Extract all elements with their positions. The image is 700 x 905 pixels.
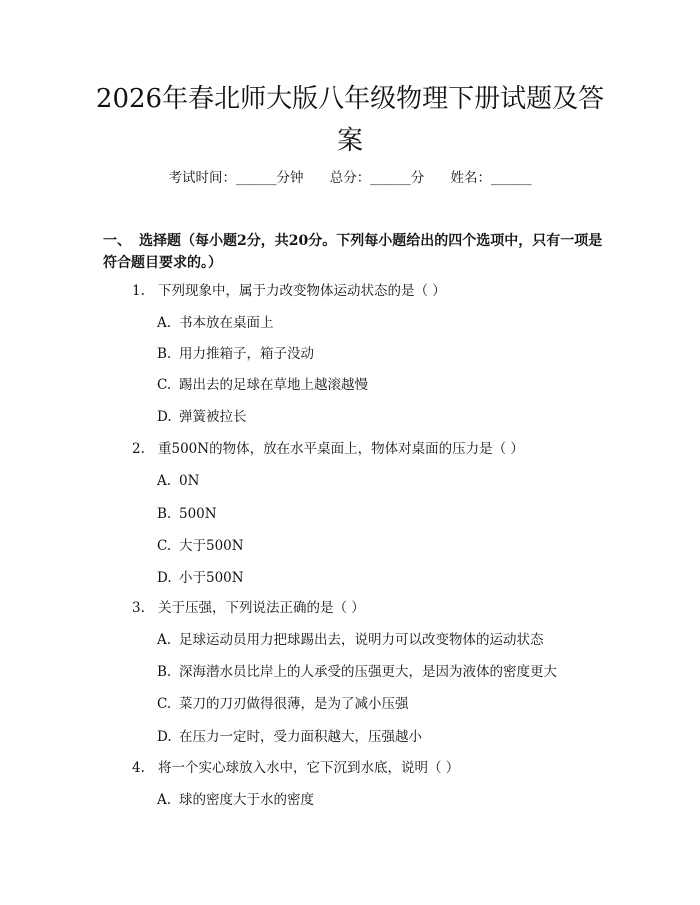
question-4 <box>132 758 602 778</box>
question-text: 下列现象中，属于力改变物体运动状态的是（ ） <box>158 283 446 299</box>
question-number: 2. <box>132 441 145 457</box>
question-2-option-a <box>157 471 597 491</box>
option-letter: D. <box>157 570 172 586</box>
option-text: 菜刀的刀刃做得很薄，是为了减小压强 <box>179 696 409 712</box>
option-text: 球的密度大于水的密度 <box>179 792 314 808</box>
question-text: 重500N的物体，放在水平桌面上，物体对桌面的压力是（ ） <box>158 441 524 457</box>
option-letter: C. <box>157 377 172 393</box>
question-3 <box>132 598 602 618</box>
question-3-option-a <box>157 630 597 650</box>
option-text: 小于500N <box>179 570 244 586</box>
question-text: 关于压强，下列说法正确的是（ ） <box>158 600 365 616</box>
option-letter: A. <box>157 315 172 331</box>
option-letter: C. <box>157 538 172 554</box>
option-letter: B. <box>157 506 172 522</box>
question-1-option-c <box>157 375 597 395</box>
option-letter: A. <box>157 632 172 648</box>
question-text: 将一个实心球放入水中，它下沉到水底，说明（ ） <box>158 760 460 776</box>
exam-time-field: 考试时间：______分钟 <box>168 170 304 186</box>
section-number: 一、 <box>103 233 131 249</box>
option-letter: A. <box>157 473 172 489</box>
option-letter: D. <box>157 729 172 745</box>
option-letter: A. <box>157 792 172 808</box>
question-1 <box>132 281 602 301</box>
question-2-option-b <box>157 504 597 524</box>
option-text: 在压力一定时，受力面积越大，压强越小 <box>179 729 422 745</box>
question-2-option-c <box>157 536 597 556</box>
question-number: 3. <box>132 600 145 616</box>
question-1-option-b <box>157 344 597 364</box>
student-name-field: 姓名：______ <box>450 170 532 186</box>
option-text: 踢出去的足球在草地上越滚越慢 <box>179 377 368 393</box>
option-text: 0N <box>179 473 200 489</box>
question-number: 1. <box>132 283 145 299</box>
section-heading <box>103 230 603 274</box>
question-1-option-d <box>157 407 597 427</box>
question-1-option-a <box>157 313 597 333</box>
option-text: 深海潜水员比岸上的人承受的压强更大，是因为液体的密度更大 <box>179 664 557 680</box>
option-letter: C. <box>157 696 172 712</box>
question-number: 4. <box>132 760 145 776</box>
section-heading-text: 选择题（每小题2分，共20分。下列每小题给出的四个选项中，只有一项是符合题目要求的。） <box>103 233 603 271</box>
option-text: 用力推箱子，箱子没动 <box>179 346 314 362</box>
question-3-option-d <box>157 727 597 747</box>
option-letter: D. <box>157 409 172 425</box>
option-letter: B. <box>157 664 172 680</box>
question-4-option-a <box>157 790 597 810</box>
option-text: 足球运动员用力把球踢出去，说明力可以改变物体的运动状态 <box>179 632 544 648</box>
option-text: 弹簧被拉长 <box>179 409 247 425</box>
option-text: 书本放在桌面上 <box>179 315 274 331</box>
total-score-field: 总分：______分 <box>329 170 425 186</box>
option-text: 大于500N <box>179 538 244 554</box>
question-2-option-d <box>157 568 597 588</box>
question-3-option-b <box>157 662 597 682</box>
question-2 <box>132 439 602 459</box>
option-letter: B. <box>157 346 172 362</box>
page-title: 2026年春北师大版八年级物理下册试题及答案 <box>95 84 605 156</box>
exam-meta-line <box>0 168 700 188</box>
option-text: 500N <box>179 506 217 522</box>
question-3-option-c <box>157 694 597 714</box>
